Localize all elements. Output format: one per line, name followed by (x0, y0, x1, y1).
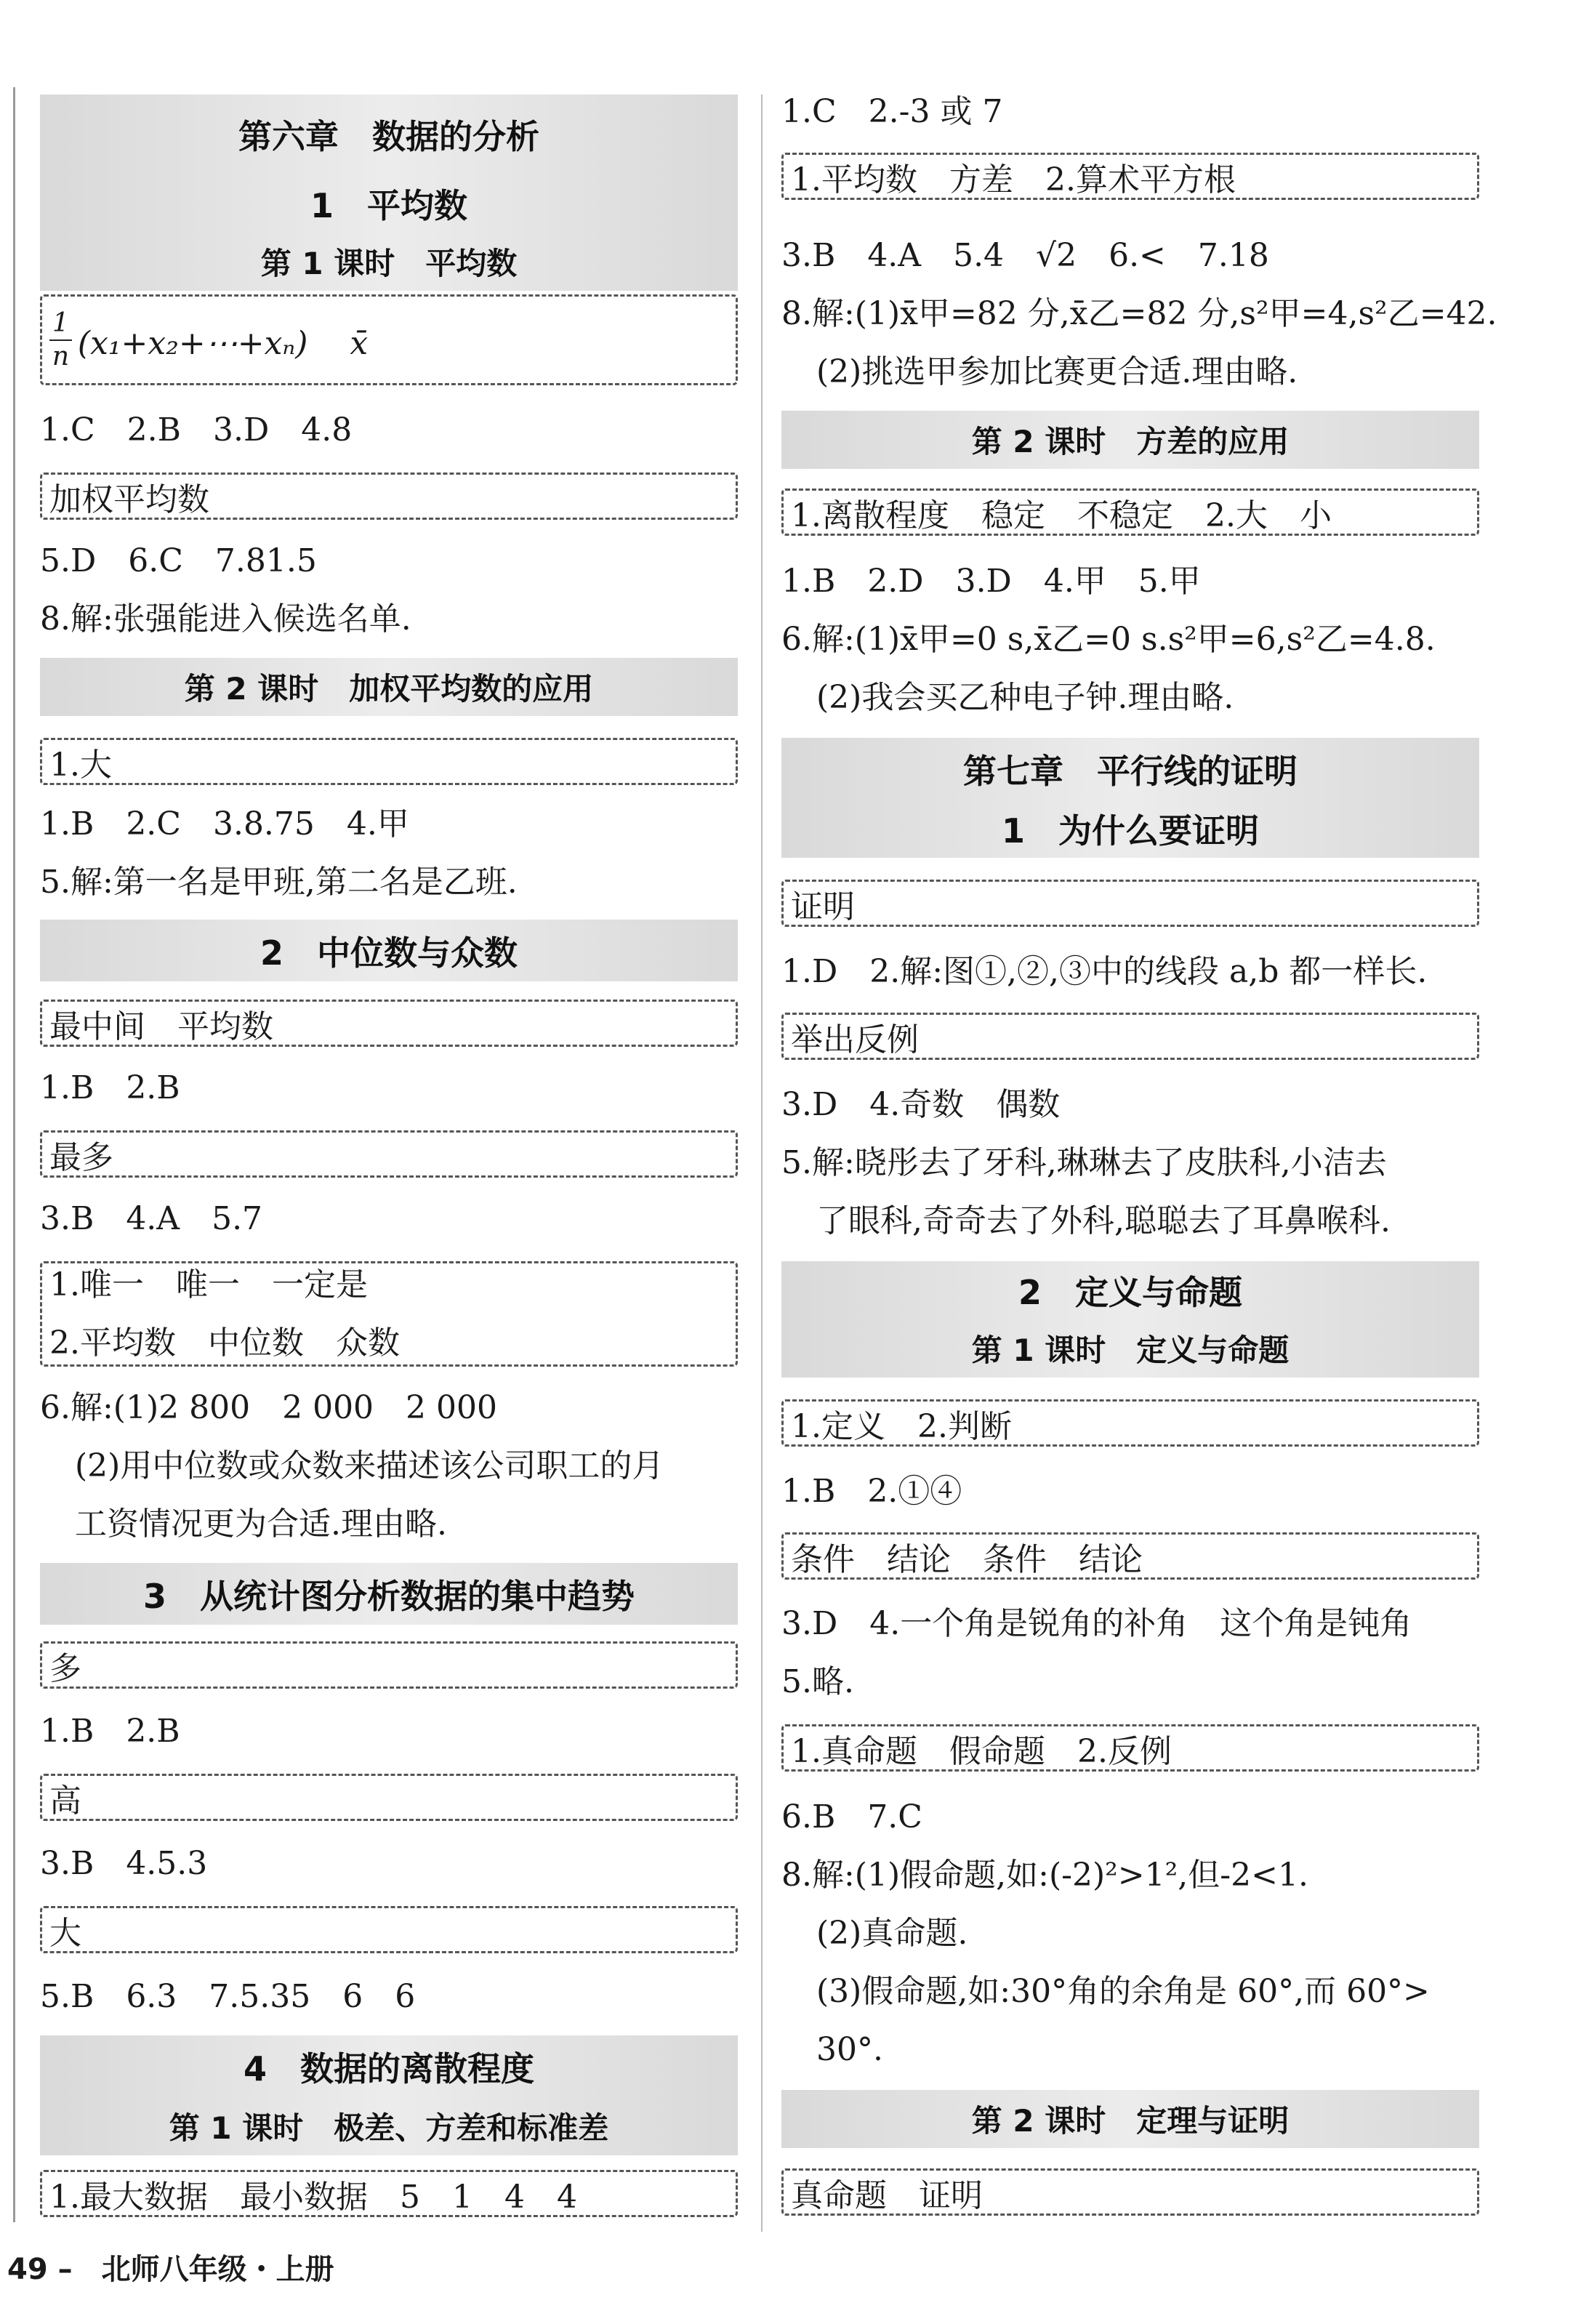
answer-line: 30°. (816, 2031, 883, 2068)
lesson-heading: 第 2 课时 加权平均数的应用 (40, 658, 738, 716)
answer-line: (2)用中位数或众数来描述该公司职工的月 (75, 1447, 664, 1484)
section-heading: 1 为什么要证明 (781, 800, 1479, 858)
answer-line: 6.解:(1)2 800 2 000 2 000 (40, 1389, 498, 1426)
chapter-heading: 第六章 数据的分析 (40, 95, 738, 174)
answer-line: 5.解:晓彤去了牙科,琳琳去了皮肤科,小洁去 (781, 1144, 1387, 1181)
answer-line: (2)我会买乙种电子钟.理由略. (816, 679, 1234, 716)
fill-in-box: 1.最大数据 最小数据 5 1 4 4 (40, 2170, 738, 2217)
answer-line: 1.B 2.B (40, 1069, 180, 1106)
section-heading: 2 中位数与众数 (40, 920, 738, 981)
answer-line: 1.B 2.①④ (781, 1473, 962, 1510)
fraction-denominator: n (52, 341, 70, 371)
lesson-heading: 第 1 课时 极差、方差和标准差 (40, 2097, 738, 2155)
answer-line: 了眼科,奇奇去了外科,聪聪去了耳鼻喉科. (816, 1202, 1391, 1239)
fill-in-box: 1.平均数 方差 2.算术平方根 (781, 153, 1479, 200)
answer-line: (2)挑选甲参加比赛更合适.理由略. (816, 353, 1298, 390)
fill-in-box: 条件 结论 条件 结论 (781, 1532, 1479, 1580)
fill-in-box (40, 1261, 738, 1367)
answer-line: 8.解:(1)假命题,如:(-2)²>1²,但-2<1. (781, 1857, 1308, 1894)
answer-line: 1.C 2.-3 或 7 (781, 93, 1003, 130)
answer-line: 8.解:(1)x̄甲=82 分,x̄乙=82 分,s²甲=4,s²乙=42. (781, 295, 1497, 332)
answer-line: 5.解:第一名是甲班,第二名是乙班. (40, 864, 518, 901)
answer-line: 6.解:(1)x̄甲=0 s,x̄乙=0 s.s²甲=6,s²乙=4.8. (781, 621, 1436, 658)
fill-in-box: 1.大 (40, 738, 738, 785)
answer-line: 3.B 4.5.3 (40, 1845, 208, 1882)
section-heading: 1 平均数 (40, 174, 738, 233)
section-heading: 4 数据的离散程度 (40, 2035, 738, 2097)
answer-line: 1.B 2.B (40, 1713, 180, 1750)
section-heading: 3 从统计图分析数据的集中趋势 (40, 1563, 738, 1625)
answer-line: 3.B 4.A 5.4 √2 6.< 7.18 (781, 237, 1269, 274)
fill-in-box: 最多 (40, 1130, 738, 1178)
answer-line: 1.D 2.解:图①,②,③中的线段 a,b 都一样长. (781, 953, 1428, 990)
answer-line: 工资情况更为合适.理由略. (75, 1505, 447, 1543)
answer-line: 1.B 2.C 3.8.75 4.甲 (40, 805, 409, 843)
answer-line: 5.略. (781, 1663, 854, 1700)
formula-text: (x₁+x₂+⋯+xₙ) x̄ (77, 324, 369, 362)
lesson-heading: 第 2 课时 定理与证明 (781, 2090, 1479, 2148)
page-margin-line (13, 87, 15, 2222)
fill-in-box: 1.离散程度 稳定 不稳定 2.大 小 (781, 488, 1479, 536)
box-line: 1.唯一 唯一 一定是 (49, 1266, 368, 1303)
fill-in-box-formula (40, 294, 738, 385)
fill-in-box: 高 (40, 1774, 738, 1821)
answer-line: 3.D 4.一个角是锐角的补角 这个角是钝角 (781, 1605, 1412, 1642)
fill-in-box: 举出反例 (781, 1013, 1479, 1060)
section-heading: 2 定义与命题 (781, 1261, 1479, 1319)
fill-in-box: 最中间 平均数 (40, 1000, 738, 1047)
answer-line: 1.B 2.D 3.D 4.甲 5.甲 (781, 563, 1201, 600)
answer-line: 5.D 6.C 7.81.5 (40, 542, 317, 579)
answer-line: 3.B 4.A 5.7 (40, 1200, 263, 1237)
answer-line: 3.D 4.奇数 偶数 (781, 1086, 1061, 1123)
column-divider (761, 95, 763, 2232)
page-footer: 49 – 北师八年级・上册 (7, 2253, 334, 2286)
lesson-heading: 第 1 课时 平均数 (40, 233, 738, 291)
fill-in-box: 1.真命题 假命题 2.反例 (781, 1724, 1479, 1772)
lesson-heading: 第 1 课时 定义与命题 (781, 1319, 1479, 1378)
lesson-heading: 第 2 课时 方差的应用 (781, 411, 1479, 469)
answer-line: 8.解:张强能进入候选名单. (40, 600, 411, 638)
fill-in-box: 加权平均数 (40, 473, 738, 520)
answer-line: (3)假命题,如:30°角的余角是 60°,而 60°> (816, 1973, 1430, 2010)
fill-in-box: 真命题 证明 (781, 2168, 1479, 2216)
answer-line: 1.C 2.B 3.D 4.8 (40, 411, 353, 449)
answer-line: 6.B 7.C (781, 1798, 922, 1836)
chapter-heading: 第七章 平行线的证明 (781, 738, 1479, 800)
fill-in-box: 1.定义 2.判断 (781, 1399, 1479, 1447)
answer-line: (2)真命题. (816, 1915, 968, 1952)
fraction (49, 307, 72, 373)
fill-in-box: 多 (40, 1641, 738, 1689)
fraction-numerator: 1 (49, 307, 72, 341)
fill-in-box: 大 (40, 1906, 738, 1953)
fill-in-box: 证明 (781, 880, 1479, 927)
answer-line: 5.B 6.3 7.5.35 6 6 (40, 1978, 416, 2015)
box-line: 2.平均数 中位数 众数 (49, 1324, 400, 1362)
